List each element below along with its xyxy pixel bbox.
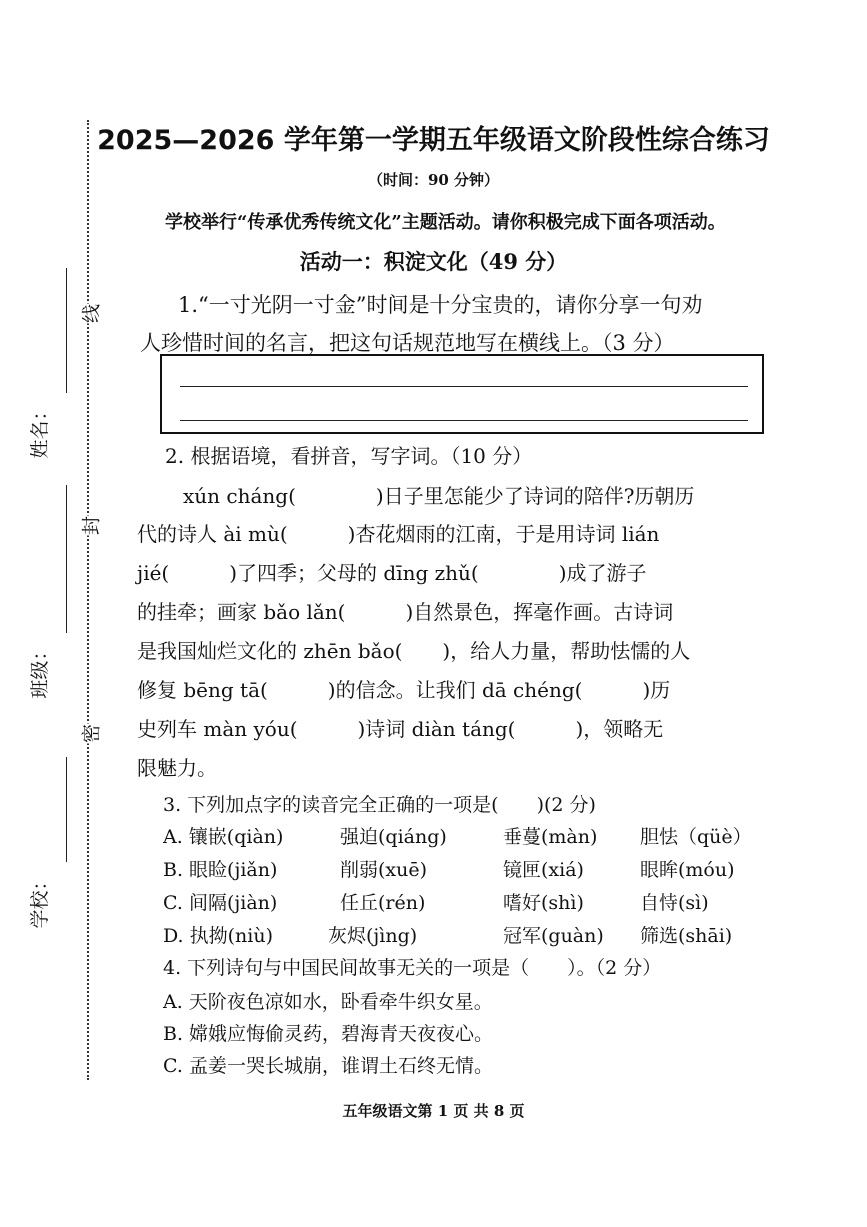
q4-heading: 4. 下列诗句与中国民间故事无关的一项是（ ）。（2 分）: [163, 957, 662, 979]
seal-char-mi: 密: [77, 724, 104, 744]
q2-line: 史列车 màn yóu( )诗词 diàn táng( )，领略无: [137, 717, 664, 741]
q3-option-d-1: D. 执拗(niù): [163, 925, 274, 947]
q2-line: xún cháng( )日子里怎能少了诗词的陪伴?历朝历: [183, 484, 695, 508]
q3-option-d-3: 冠军(guàn): [503, 925, 604, 947]
q1-line-1: 1.“一寸光阴一寸金”时间是十分宝贵的，请你分享一句劝: [178, 293, 703, 317]
q3-option-a-2: 强迫(qiáng): [340, 826, 447, 848]
time-note: （时间：90 分钟）: [367, 171, 500, 189]
seal-char-feng: 封: [77, 516, 104, 536]
school-fill-line[interactable]: [66, 757, 67, 862]
q1-answer-box[interactable]: [160, 354, 764, 434]
q2-line: 的挂牵；画家 bǎo lǎn( )自然景色，挥毫作画。古诗词: [137, 600, 674, 624]
q3-option-c-2: 任丘(rén): [340, 892, 426, 914]
q3-option-b-3: 镜匣(xiá): [503, 859, 584, 881]
q2-line: 是我国灿烂文化的 zhēn bǎo( )，给人力量，帮助怯懦的人: [137, 639, 691, 663]
q3-option-a-4: 胆怯（qüè）: [640, 826, 752, 848]
name-fill-line[interactable]: [66, 268, 67, 393]
q2-line: jié( )了四季；父母的 dīng zhǔ( )成了游子: [137, 561, 647, 585]
seal-char-xian: 线: [77, 304, 104, 324]
section-heading: 活动一：积淀文化（49 分）: [299, 249, 568, 274]
q3-option-c-1: C. 间隔(jiàn): [163, 892, 278, 914]
q3-option-d-2: 灰烬(jìng): [328, 925, 418, 947]
school-label: 学校：: [29, 871, 51, 929]
q3-option-d-4: 筛选(shāi): [640, 925, 733, 947]
q2-heading: 2. 根据语境，看拼音，写字词。（10 分）: [165, 444, 533, 468]
q4-option-b: B. 嫦娥应悔偷灵药，碧海青天夜夜心。: [163, 1023, 494, 1045]
page-footer: 五年级语文第 1 页 共 8 页: [342, 1102, 525, 1120]
q2-line: 修复 bēng tā( )的信念。让我们 dā chéng( )历: [137, 678, 671, 702]
q3-option-b-1: B. 眼睑(jiǎn): [163, 859, 278, 881]
class-fill-line[interactable]: [66, 485, 67, 633]
q4-option-a: A. 天阶夜色凉如水，卧看牵牛织女星。: [163, 991, 493, 1013]
q3-option-a-1: A. 镶嵌(qiàn): [163, 826, 284, 848]
q3-option-b-2: 削弱(xuē): [340, 859, 428, 881]
answer-line: [180, 386, 748, 387]
name-label: 姓名：: [29, 401, 51, 459]
q3-option-b-4: 眼眸(móu): [640, 859, 735, 881]
q3-option-c-3: 嗜好(shì): [503, 892, 584, 914]
q4-option-c: C. 孟姜一哭长城崩，谁谓土石终无情。: [163, 1055, 493, 1077]
q3-heading: 3. 下列加点字的读音完全正确的一项是( )(2 分): [163, 794, 596, 816]
q3-option-a-3: 垂蔓(màn): [503, 826, 598, 848]
class-label: 班级：: [29, 641, 51, 699]
q3-option-c-4: 自恃(sì): [640, 892, 709, 914]
intro-text: 学校举行“传承优秀传统文化”主题活动。请你积极完成下面各项活动。: [165, 212, 726, 233]
q2-line: 限魅力。: [137, 756, 217, 780]
q1-line-2: 人珍惜时间的名言，把这句话规范地写在横线上。（3 分）: [140, 331, 675, 355]
q2-line: 代的诗人 ài mù( )杏花烟雨的江南，于是用诗词 lián: [137, 522, 660, 546]
answer-line: [180, 420, 748, 421]
page-title: 2025—2026 学年第一学期五年级语文阶段性综合练习: [97, 125, 770, 156]
